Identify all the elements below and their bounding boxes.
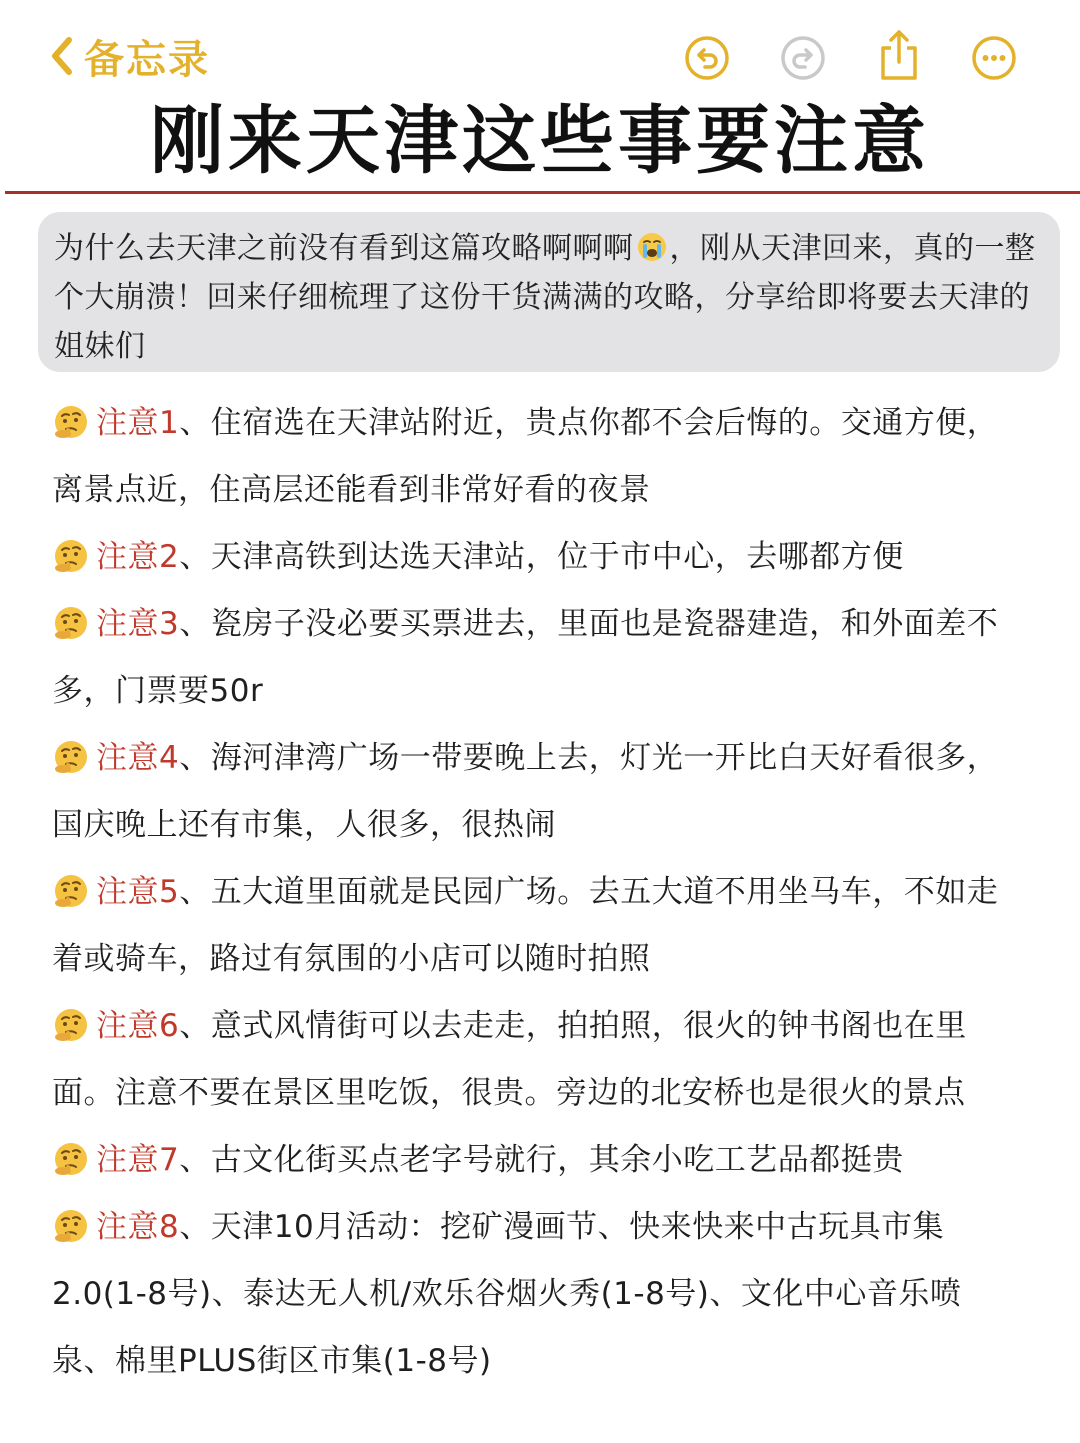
tip-label: 注意6 <box>96 1008 180 1044</box>
thinking-face-icon <box>52 533 90 571</box>
intro-box <box>38 212 1060 372</box>
tip-label: 注意1 <box>96 405 180 441</box>
intro-text-end: ，刚从天津回来，真的一整个大崩溃！回来仔细梳理了这份干货满满的攻略，分享给即将要去天津的姐妹们 <box>54 231 1036 364</box>
share-icon[interactable] <box>875 26 923 82</box>
tip-item <box>52 1127 1012 1194</box>
thinking-face-icon <box>52 600 90 638</box>
tip-text: 、意式风情街可以去走走，拍拍照，很火的钟书阁也在里面。注意不要在景区里吃饭，很贵。旁边的北安桥也是很火的景点 <box>52 1008 967 1111</box>
thinking-face-icon <box>52 1136 90 1174</box>
undo-icon[interactable] <box>683 34 731 82</box>
tip-label: 注意4 <box>96 740 180 776</box>
tip-label: 注意7 <box>96 1142 180 1178</box>
thinking-face-icon <box>52 1203 90 1241</box>
tip-item <box>52 524 1012 591</box>
tip-item <box>52 1194 1012 1395</box>
tip-label: 注意8 <box>96 1209 180 1245</box>
back-button[interactable] <box>40 26 210 86</box>
tip-label: 注意5 <box>96 874 180 910</box>
chevron-left-icon <box>40 26 84 86</box>
tip-text: 、天津高铁到达选天津站，位于市中心，去哪都方便 <box>179 539 904 575</box>
tip-item <box>52 993 1012 1127</box>
tip-label: 注意2 <box>96 539 180 575</box>
back-label: 备忘录 <box>84 36 210 83</box>
tip-text: 、天津10月活动：挖矿漫画节、快来快来中古玩具市集2.0(1-8号)、泰达无人机/欢乐谷烟火秀(1-8号)、文化中心音乐喷泉、棉里PLUS街区市集(1-8号) <box>52 1209 962 1379</box>
note-title: 刚来天津这些事要注意 <box>150 98 930 184</box>
tip-text: 、瓷房子没必要买票进去，里面也是瓷器建造，和外面差不多，门票要50r <box>52 606 999 709</box>
tip-text: 、海河津湾广场一带要晚上去，灯光一开比白天好看很多，国庆晚上还有市集，人很多，很热闹 <box>52 740 999 843</box>
top-bar <box>0 0 1080 100</box>
tips-list <box>52 390 1012 1395</box>
thinking-face-icon <box>52 868 90 906</box>
tip-item <box>52 859 1012 993</box>
tip-label: 注意3 <box>96 606 180 642</box>
redo-icon[interactable] <box>779 34 827 82</box>
tip-text: 、住宿选在天津站附近，贵点你都不会后悔的。交通方便，离景点近，住高层还能看到非常好看的夜景 <box>52 405 999 508</box>
thinking-face-icon <box>52 399 90 437</box>
thinking-face-icon <box>52 1002 90 1040</box>
more-icon[interactable] <box>970 34 1018 82</box>
tip-item <box>52 725 1012 859</box>
intro-text-start: 为什么去天津之前没有看到这篇攻略啊啊啊 <box>54 231 634 266</box>
thinking-face-icon <box>52 734 90 772</box>
tip-item <box>52 591 1012 725</box>
tip-item <box>52 390 1012 524</box>
tip-text: 、五大道里面就是民园广场。去五大道不用坐马车，不如走着或骑车，路过有氛围的小店可以随时拍照 <box>52 874 999 977</box>
crying-face-icon <box>636 229 668 261</box>
title-divider <box>5 191 1080 194</box>
tip-text: 、古文化街买点老字号就行，其余小吃工艺品都挺贵 <box>179 1142 904 1178</box>
